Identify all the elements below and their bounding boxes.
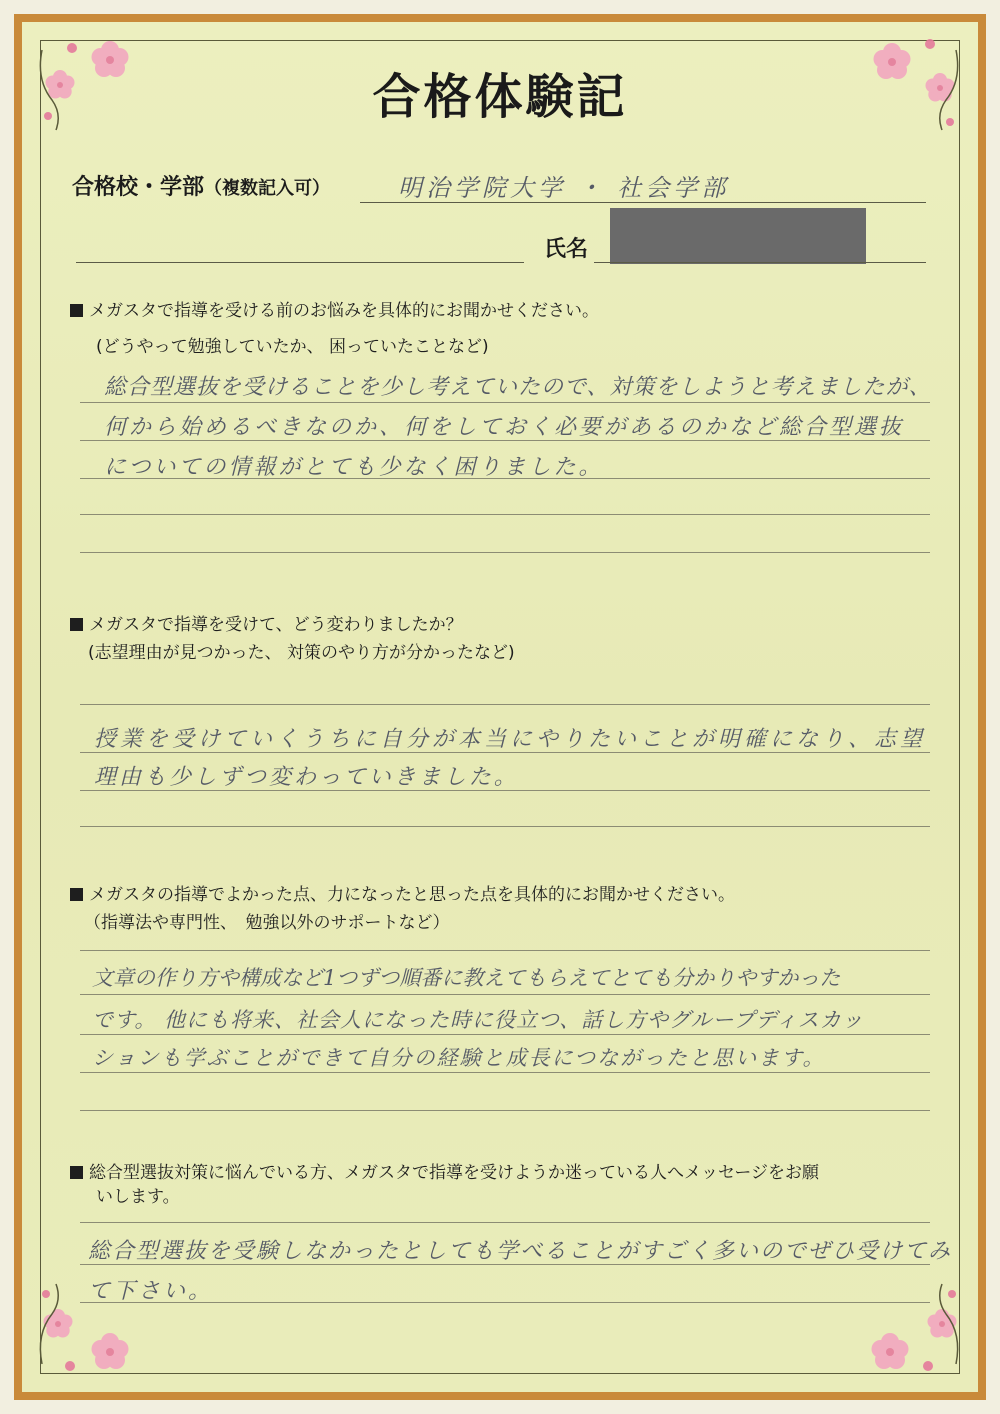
answer-line [80, 514, 930, 515]
page-title: 合格体験記 [372, 69, 628, 125]
question-4-prompt-cont: いします。 [96, 1187, 180, 1207]
answer-2-line-1: 授業を受けていくうちに自分が本当にやりたいことが明確になり、志望 [94, 727, 927, 752]
school-value: 明治学院大学 ・ 社会学部 [398, 174, 730, 202]
answer-line [80, 790, 930, 791]
question-1-prompt [70, 296, 599, 321]
answer-line [80, 1222, 930, 1223]
answer-3-line-1: 文章の作り方や構成など1つずつ順番に教えてもらえてとても分かりやすかった [92, 966, 841, 990]
bullet-square-icon [70, 618, 83, 631]
question-4-prompt [70, 1158, 819, 1183]
question-2-text: メガスタで指導を受けて、どう変わりましたか？ [89, 615, 463, 635]
answer-3-line-3: ションも学ぶことができて自分の経験と成長につながったと思います。 [92, 1046, 826, 1070]
answer-1-line-3: についての情報がとても少なく困りました。 [104, 455, 604, 480]
name-redaction [610, 208, 866, 264]
answer-line [80, 1302, 930, 1303]
question-3-text: メガスタの指導でよかった点、力になったと思った点を具体的にお聞かせください。 [89, 885, 735, 905]
school-label [72, 170, 330, 201]
answer-3-line-2: です。 他にも将来、社会人になった時に役立つ、話し方やグループディスカッ [92, 1008, 864, 1032]
name-label: 氏名 [544, 237, 589, 262]
answer-line [80, 826, 930, 827]
answer-line [80, 440, 930, 441]
question-2-prompt [70, 610, 463, 635]
answer-4-line-2: て下さい。 [88, 1279, 214, 1304]
answer-line [80, 752, 930, 753]
answer-line [80, 402, 930, 403]
answer-2-line-2: 理由も少しずつ変わっていきました。 [94, 765, 519, 790]
school-label-note: （複数記入可） [204, 178, 331, 199]
question-4-text: 総合型選抜対策に悩んでいる方、メガスタで指導を受けようか迷っている人へメッセージをお願 [89, 1163, 819, 1183]
cherry-blossom-icon [858, 1274, 968, 1384]
answer-1-line-1: 総合型選抜を受けることを少し考えていたので、対策をしようと考えましたが、 [104, 375, 932, 400]
question-3-hint: （指導法や専門性、 勉強以外のサポートなど） [84, 913, 450, 933]
answer-line [80, 1110, 930, 1111]
left-underline [76, 262, 524, 263]
answer-line [80, 704, 930, 705]
question-1-hint: (どうやって勉強していたか、 困っていたことなど) [96, 337, 489, 357]
bullet-square-icon [70, 1166, 83, 1179]
answer-line [80, 950, 930, 951]
answer-line [80, 994, 930, 995]
bullet-square-icon [70, 888, 83, 901]
bullet-square-icon [70, 304, 83, 317]
answer-1-line-2: 何から始めるべきなのか、何をしておく必要があるのかなど総合型選抜 [104, 415, 905, 440]
question-1-text: メガスタで指導を受ける前のお悩みを具体的にお聞かせください。 [89, 301, 599, 321]
answer-line [80, 1072, 930, 1073]
question-3-prompt [70, 880, 735, 905]
answer-line [80, 1264, 930, 1265]
answer-line [80, 478, 930, 479]
answer-4-line-1: 総合型選抜を受験しなかったとしても学べることがすごく多いのでぜひ受けてみ [88, 1239, 953, 1264]
answer-line [80, 1034, 930, 1035]
question-2-hint: (志望理由が見つかった、 対策のやり方が分かったなど) [88, 643, 515, 663]
school-label-text: 合格校・学部 [72, 175, 205, 200]
school-underline [360, 202, 926, 203]
name-underline [594, 262, 926, 263]
answer-line [80, 552, 930, 553]
